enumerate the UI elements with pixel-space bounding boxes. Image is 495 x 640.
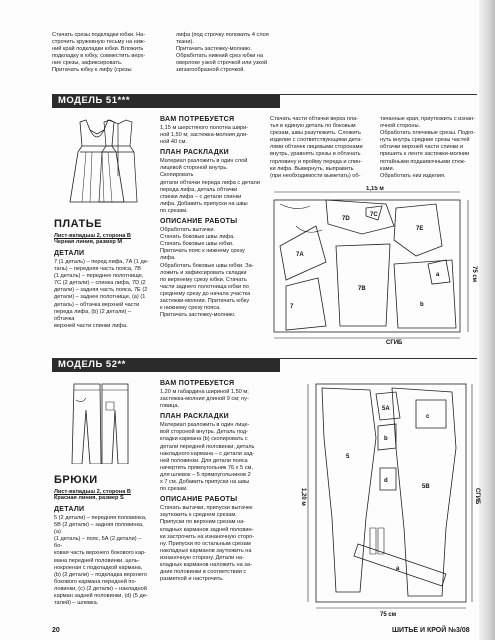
svg-text:d: d	[384, 478, 388, 484]
model-52-pattern-layout	[296, 378, 482, 616]
model-51-finish-text: тачанные края, приутюжить с изнан- очной стороны. Обработать плечевые срезы. Подго- нуть внутрь средние срезы частей обтачки верхней части спинки и пришить к ленте застежки-молнии потайными подшивочными стеж- ками. Обработать низ изделия.	[380, 116, 476, 179]
trousers-illustration	[70, 380, 130, 464]
svg-text:7E: 7E	[416, 226, 424, 232]
svg-text:a: a	[436, 272, 440, 278]
model-52-height-label: 1,20 м	[300, 488, 306, 506]
model-52-details: 5 (2 детали) – передняя половинка, 5В (2 детали) – задняя половинка, (а) (1 деталь) – пояс, 5А (2 детали) – бо- ковая часть верхнего бокового кар- мана передней половинки, цель- нокроеная с подкладкой кармана, (b) (2 детали) – подкладка верхнего бокового кармана передней по- ловинки, (с) (2 детали) – накладной карман задней половинки, (d) (5 де- талей) – шлевка.	[54, 515, 148, 607]
svg-text:b: b	[384, 436, 388, 442]
top-left-text: Стачать срезы подкладки юбки. На- строчить кружевную тесьму на ниж- ний край подкладки юбки. Вложить подкладку в юбку, совместить верх- ние срезы, зафиксировать. Притачать юбку к лифу (срезы	[52, 32, 146, 74]
svg-text:5A: 5A	[382, 406, 390, 412]
model-52-left-col: БРЮКИ Лист-вкладыш 2, сторона В Красная линия, размер S ДЕТАЛИ 5 (2 детали) – передняя половинка, 5В (2 детали) – задняя половинка, (а) (1 деталь) – пояс, 5А (2 детали) – бо- ковая часть верхнего бокового кар- мана передней половинки, цель- нокроеная с подкладкой кармана, (b) (2 детали) – подкладка верхнего бокового кармана передней по- ловинки, (с) (2 детали) – накладной карман задней половинки, (d) (5 де- талей) – шлевка.	[54, 470, 150, 607]
model-51-assembly-text: Стачать части обтачки верха пла- тья в единую деталь по боковым срезам, швы разутюжить. Сложить изделие с соответствующими дета- лями обтачек лицевыми сторонами внутрь, уравнять срезы и обтачать горловину и пройму переда и спин- ки лифа. Вывернуть, выправить (при необходимости выметать) об-	[270, 116, 363, 179]
model-51-rule	[52, 94, 477, 95]
model-52-mid-col: ВАМ ПОТРЕБУЕТСЯ 1,20 м габардина шириной 1,50 м; застежка-молния длиной 9 см; пу- говица. ПЛАН РАСКЛАДКИ Материал разложить в один лице- вой стороной внутрь. Деталь под- кладки кармана (b) скопировать с детали передней половинки, деталь накладного кармана – с детали зад- ней половинки. Для детали пояса начертить прямоугольник 76 х 5 см, для шлевок – 5 прямоугольников 2 х 7 см. Добавить припуски на швы по срезам. ОПИСАНИЕ РАБОТЫ Стачать вытачки, припуски вытачек заутюжить к среднем срезам. Припуски по верхним срезам на- кладных карманов задней половин- ки застрочить на изнаночную сторо- ну. Припуски по остальным срезам накладных карманов заутюжить на изнаночную сторону. Детали на- кладных карманов наложить на за- дние половинки в соответствии с разметкой и настрочить.	[160, 380, 255, 583]
svg-text:b: b	[420, 302, 424, 308]
model-52-header: МОДЕЛЬ 52**	[52, 358, 280, 372]
page-number: 20	[52, 627, 60, 634]
model-51-fold-label: СГИБ	[386, 340, 403, 344]
model-52-title: БРЮКИ	[54, 474, 98, 486]
model-51-width-label: 1,15 м	[366, 186, 384, 192]
magazine-title: ШИТЬЕ И КРОЙ №3/08	[392, 627, 470, 634]
model-51-pattern-layout	[266, 186, 480, 344]
model-51-left-col: ПЛАТЬЕ Лист-вкладыш 2, сторона В Черная линия, размер М ДЕТАЛИ 7 (1 деталь) – перед лифа, 7А (1 де- таль) – передняя часть пояса, 7В (1 деталь) – переднее полотнище, 7С (2 детали) – спинка лифа, 7D (2 детали) – задняя часть пояса, 7Е (2 детали) – заднее полотнище, (а) (1 деталь) – обтачка верхней части переда лифа, (b) (2 детали) – обтачка верхней части спинки лифа.	[54, 218, 149, 329]
svg-text:7A: 7A	[296, 252, 304, 258]
svg-text:7D: 7D	[342, 216, 350, 222]
svg-text:5: 5	[346, 454, 350, 460]
model-52-width-label: 75 см	[380, 612, 397, 616]
model-52-rule	[52, 358, 477, 359]
svg-text:5B: 5B	[422, 484, 430, 490]
svg-text:a: a	[396, 566, 400, 572]
dress-back-illustration	[98, 116, 138, 208]
model-51-details: 7 (1 деталь) – перед лифа, 7А (1 де- таль) – передняя часть пояса, 7В (1 деталь) – переднее полотнище, 7С (2 детали) – спинка лифа, 7D (2 детали) – задняя часть пояса, 7Е (2 детали) – заднее полотнище, (а) (1 деталь) – обтачка верхней части переда лифа, (b) (2 детали) – обтачка верхней части спинки лифа.	[54, 259, 149, 329]
model-51-height-label: 75 см	[471, 266, 477, 283]
svg-text:7C: 7C	[370, 212, 378, 218]
top-right-text: лифа (под строчку положить 4 слоя ткани). Притачать застежку-молнию. Обработать нижний срез юбки на оверлоке узкой строчкой или узкой зигзагообразной строчкой.	[176, 32, 269, 74]
svg-text:c: c	[426, 414, 430, 420]
model-51-header: МОДЕЛЬ 51***	[52, 94, 280, 108]
svg-text:7: 7	[290, 304, 294, 310]
svg-text:7B: 7B	[358, 286, 366, 292]
model-52-fold-label: СГИБ	[474, 488, 480, 505]
model-51-title: ПЛАТЬЕ	[54, 218, 102, 230]
model-51-mid-col: ВАМ ПОТРЕБУЕТСЯ 1,15 м шерстяного полотна шири- ной 1,50 м; застежка-молния дли- ной 40 см. ПЛАН РАСКЛАДКИ Материал разложить в один слой лицевой стороной внутрь. Скопировать детали обтачки переда лифа с детали переда лифа, деталь обтачки спинки лифа – с детали спинки лифа. Добавить припуски на швы по срезам. ОПИСАНИЕ РАБОТЫ Обработать вытачки. Стачать боковые швы лифа. Стачать боковые швы юбки. Притачать пояс к нижнему срезу лифа. Обработать боковые швы юбки. За- ложить и зафиксировать складки по верхнему срезу юбки. Стачать части заднего полотнища юбки по среднему срезу до начала участка застежки-молнии. Притачать юбку к нижнему срезу пояса. Притачать застежку-молнию.	[160, 116, 260, 319]
